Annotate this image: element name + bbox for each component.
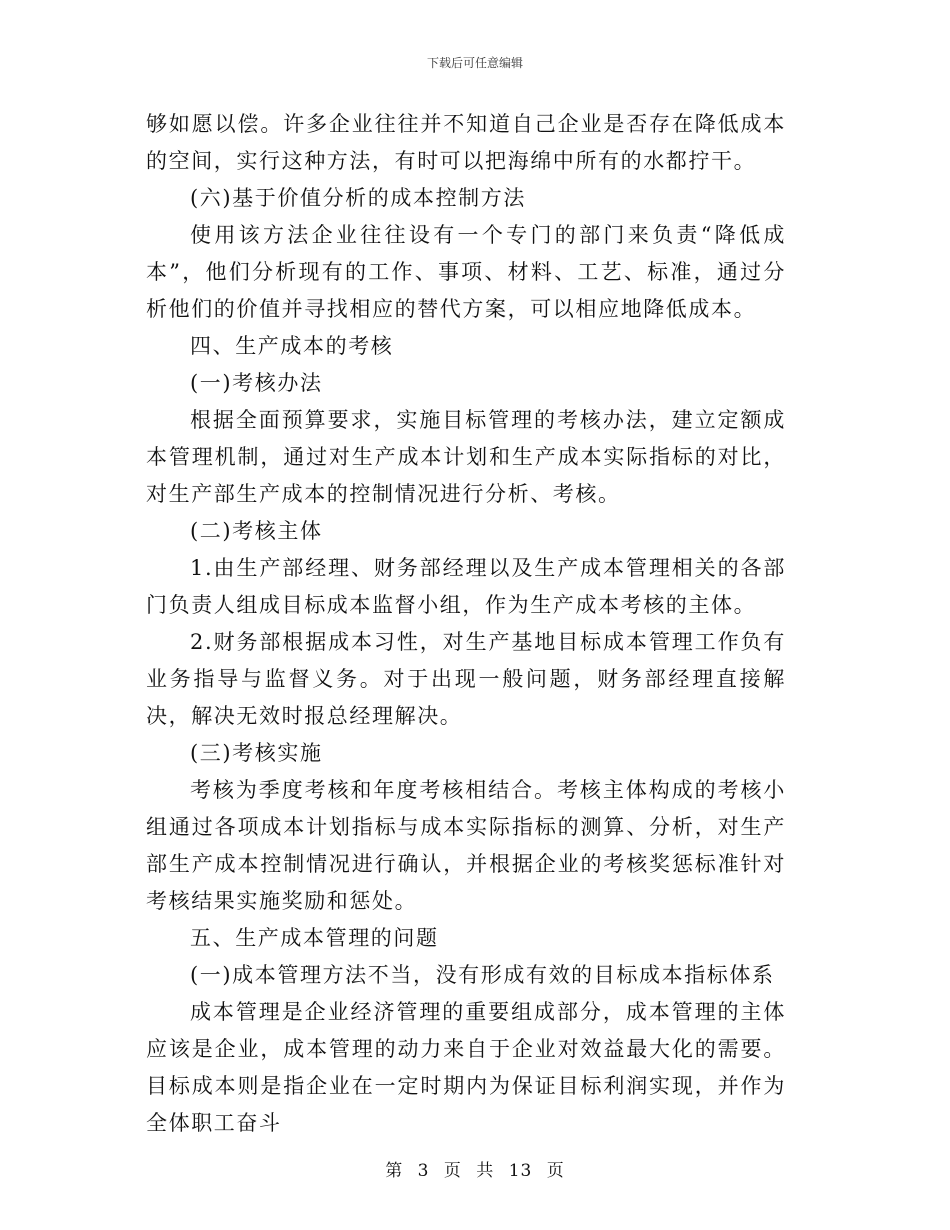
section-heading-cost-problems: 五、生产成本管理的问题 — [190, 926, 439, 950]
paragraph-assessment-method: 根据全面预算要求，实施目标管理的考核办法，建立定额成本管理机制，通过对生产成本计划和生产成本实际指标的对比，对生产部生产成本的控制情况进行分析、考核。 — [146, 408, 786, 506]
subheading-improper-methods: (一)成本管理方法不当，没有形成有效的目标成本指标体系 — [190, 963, 775, 987]
subheading-assessment-subject: (二)考核主体 — [190, 519, 323, 543]
page-header: 下载后可任意编辑 — [426, 56, 523, 70]
subheading-assessment-implementation: (三)考核实施 — [190, 741, 323, 765]
paragraph-continued: 够如愿以偿。许多企业往往并不知道自己企业是否存在降低成本的空间，实行这种方法，有时可以把海绵中所有的水都拧干。 — [146, 112, 786, 173]
paragraph-assessment-subject-2: 2.财务部根据成本习性，对生产基地目标成本管理工作负有业务指导与监督义务。对于出现一般问题，财务部经理直接解决，解决无效时报总经理解决。 — [146, 630, 786, 728]
page-footer: 第 3 页 共 13 页 — [385, 1161, 565, 1181]
section-heading-value-analysis: (六)基于价值分析的成本控制方法 — [190, 186, 526, 210]
document-body — [146, 106, 786, 1142]
paragraph-improper-methods: 成本管理是企业经济管理的重要组成部分，成本管理的主体应该是企业，成本管理的动力来自于企业对效益最大化的需要。目标成本则是指企业在一定时期内为保证目标利润实现，并作为全体职工奋斗 — [146, 1000, 786, 1135]
paragraph-assessment-implementation: 考核为季度考核和年度考核相结合。考核主体构成的考核小组通过各项成本计划指标与成本实际指标的测算、分析，对生产部生产成本控制情况进行确认，并根据企业的考核奖惩标准针对考核结果实施奖励和惩处。 — [146, 778, 786, 913]
subheading-assessment-method: (一)考核办法 — [190, 371, 323, 395]
paragraph-value-analysis: 使用该方法企业往往设有一个专门的部门来负责“降低成本”，他们分析现有的工作、事项、材料、工艺、标准，通过分析他们的价值并寻找相应的替代方案，可以相应地降低成本。 — [146, 223, 786, 321]
section-heading-cost-assessment: 四、生产成本的考核 — [190, 334, 394, 358]
paragraph-assessment-subject-1: 1.由生产部经理、财务部经理以及生产成本管理相关的各部门负责人组成目标成本监督小组，作为生产成本考核的主体。 — [146, 556, 786, 617]
